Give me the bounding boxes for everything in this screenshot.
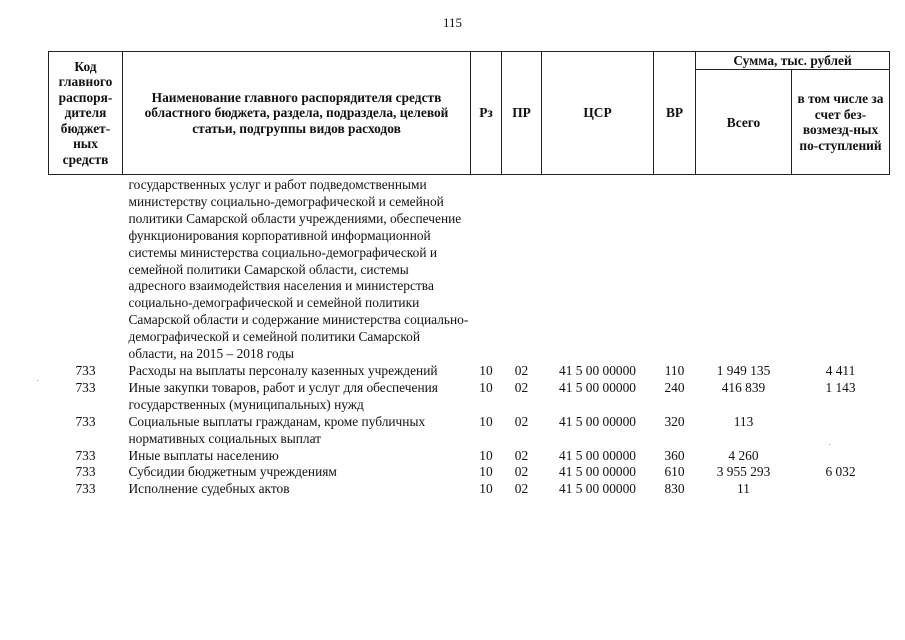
table-row (49, 363, 890, 380)
page-number: 115 (442, 15, 463, 30)
row-rz: 10 (479, 413, 493, 429)
continuation-row (49, 175, 890, 363)
table-row (49, 464, 890, 481)
row-name: Иные выплаты населению (128, 447, 279, 463)
budget-table (48, 51, 890, 498)
row-csr: 41 5 00 00000 (559, 413, 636, 429)
row-pr: 02 (514, 362, 529, 378)
row-free (792, 481, 890, 498)
table-row (49, 448, 890, 465)
row-free (792, 414, 890, 448)
row-csr: 41 5 00 00000 (559, 481, 636, 497)
row-name: Социальные выплаты гражданам, кроме публичных нормативных социальных выплат (128, 413, 426, 446)
header-csr: ЦСР (542, 52, 654, 175)
header-total: Всего (696, 70, 792, 175)
row-total: 113 (733, 413, 754, 429)
row-pr: 02 (514, 481, 529, 497)
row-code: 733 (75, 464, 96, 480)
table-row (49, 414, 890, 448)
row-pr: 02 (514, 413, 529, 429)
row-rz: 10 (479, 481, 493, 497)
header-vr: ВР (654, 52, 696, 175)
row-pr: 02 (514, 379, 529, 395)
row-name: Исполнение судебных актов (128, 481, 290, 497)
row-csr: 41 5 00 00000 (559, 464, 636, 480)
header-name: Наименование главного распорядителя средств областного бюджета, раздела, подраздела, целевой статьи, подгруппы видов расходов (123, 52, 471, 175)
row-rz: 10 (479, 362, 493, 378)
table-body (49, 175, 890, 499)
row-free: 1 143 (825, 379, 856, 395)
continuation-text: государственных услуг и работ подведомственными министерству социально-демографической и семейной политики Самарской области учреждениями, обеспечение функционирования корпоративной информационной системы министерства социально-демографической и семейной политики Самарской области, системы адресного взаимодействия населения и министерства социально-демографической и семейной политики Самарской области и содержание министерства социально-демографической и семейной политики Самарской области, на 2015 – 2018 годы (128, 177, 469, 362)
row-csr: 41 5 00 00000 (559, 379, 636, 395)
row-csr: 41 5 00 00000 (559, 447, 636, 463)
row-total: 416 839 (721, 379, 766, 395)
row-total: 3 955 293 (716, 464, 771, 480)
row-name: Субсидии бюджетным учреждениям (128, 464, 337, 480)
header-sum-group: Сумма, тыс. рублей (696, 52, 890, 70)
row-code: 733 (75, 447, 96, 463)
row-pr: 02 (514, 464, 529, 480)
scan-artifact (829, 444, 830, 445)
row-code: 733 (75, 362, 96, 378)
header-code: Код главного распоря-дителя бюджет-ных средств (49, 52, 123, 175)
table-header (49, 52, 890, 175)
row-vr: 240 (664, 379, 685, 395)
row-code: 733 (75, 481, 96, 497)
scan-artifact (37, 380, 38, 381)
table-row (49, 380, 890, 414)
row-total: 1 949 135 (716, 362, 771, 378)
row-csr: 41 5 00 00000 (559, 362, 636, 378)
row-vr: 360 (664, 447, 685, 463)
row-code: 733 (75, 379, 96, 395)
row-free: 6 032 (825, 464, 856, 480)
row-rz: 10 (479, 379, 493, 395)
header-rz: Рз (471, 52, 502, 175)
header-pr: ПР (502, 52, 542, 175)
row-vr: 110 (664, 362, 685, 378)
row-name: Иные закупки товаров, работ и услуг для обеспечения государственных (муниципальных) нужд (128, 379, 438, 412)
row-code: 733 (75, 413, 96, 429)
row-name: Расходы на выплаты персоналу казенных учреждений (128, 362, 438, 378)
row-pr: 02 (514, 447, 529, 463)
row-rz: 10 (479, 464, 493, 480)
row-free: 4 411 (825, 362, 856, 378)
row-vr: 830 (664, 481, 685, 497)
row-rz: 10 (479, 447, 493, 463)
row-vr: 610 (664, 464, 685, 480)
row-free (792, 448, 890, 465)
row-total: 11 (737, 481, 750, 497)
row-vr: 320 (664, 413, 685, 429)
table-row (49, 481, 890, 498)
header-free: в том числе за счет без-возмезд-ных по-ступлений (792, 70, 890, 175)
row-total: 4 260 (728, 447, 759, 463)
